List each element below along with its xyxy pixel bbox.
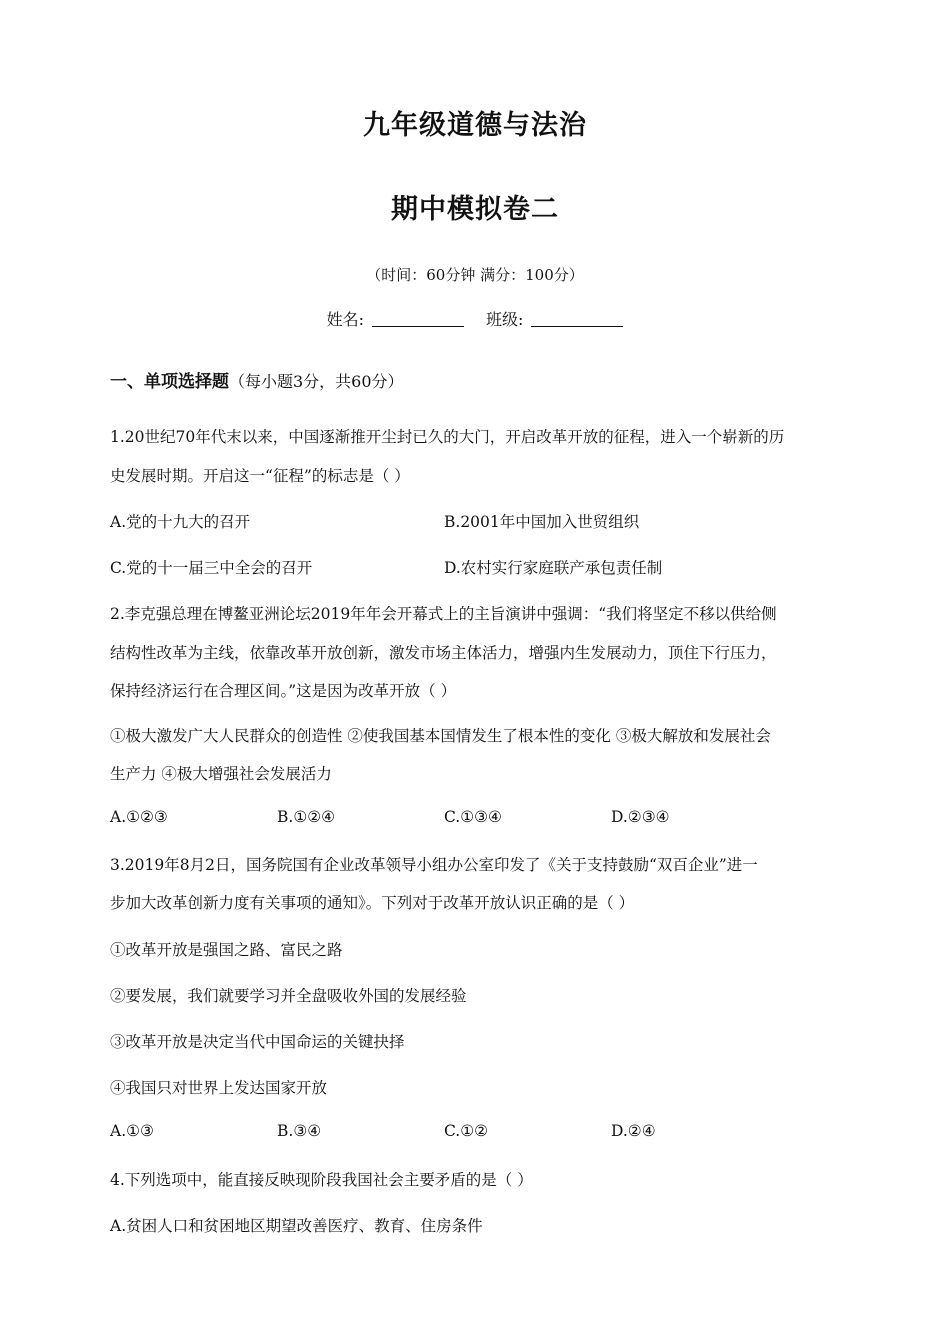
question-1-option-d: D.农村实行家庭联产承包责任制 <box>444 559 663 577</box>
question-3-line-1: 3.2019年8月2日，国务院国有企业改革领导小组办公室印发了《关于支持鼓励“双百企业”进一 <box>110 856 758 874</box>
question-1-option-b: B.2001年中国加入世贸组织 <box>444 513 640 531</box>
question-4-option-a: A.贫困人口和贫困地区期望改善医疗、教育、住房条件 <box>110 1217 483 1235</box>
document-title: 九年级道德与法治 <box>363 110 587 141</box>
question-2-option-b: B.①②④ <box>277 808 336 826</box>
question-3-option-c: C.①② <box>444 1122 489 1140</box>
question-1-option-c: C.党的十一届三中全会的召开 <box>110 559 313 577</box>
class-blank <box>531 310 623 327</box>
question-2-line-2: 结构性改革为主线，依靠改革开放创新，激发市场主体活力，增强内生发展动力，顶住下行压力， <box>110 644 777 662</box>
section-title: 一、单项选择题 <box>110 372 229 392</box>
question-3-line-2: 步加大改革创新力度有关事项的通知》。下列对于改革开放认识正确的是（ ） <box>110 894 635 912</box>
name-field <box>327 307 464 330</box>
exam-info: （时间：60分钟 满分：100分） <box>366 266 584 284</box>
section-note: （每小题3分，共60分） <box>229 372 404 391</box>
section-heading <box>110 367 404 392</box>
question-3-option-d: D.②④ <box>611 1122 656 1140</box>
question-2-statement-line-1: ①极大激发广大人民群众的创造性 ②使我国基本国情发生了根本性的变化 ③极大解放和发展社会 <box>110 727 771 745</box>
name-label: 姓名: <box>326 310 364 329</box>
question-2-option-d: D.②③④ <box>611 808 670 826</box>
question-4-line-1: 4.下列选项中，能直接反映现阶段我国社会主要矛盾的是（ ） <box>110 1171 533 1189</box>
question-3-option-b: B.③④ <box>277 1122 322 1140</box>
question-2-line-3: 保持经济运行在合理区间。”这是因为改革开放（ ） <box>110 682 457 700</box>
question-2-option-c: C.①③④ <box>444 808 502 826</box>
question-3-statement-4: ④我国只对世界上发达国家开放 <box>110 1079 328 1097</box>
question-3-option-a: A.①③ <box>110 1122 154 1140</box>
question-1-line-2: 史发展时期。开启这一“征程”的标志是（ ） <box>110 467 410 485</box>
question-3-statement-2: ②要发展，我们就要学习并全盘吸收外国的发展经验 <box>110 987 467 1005</box>
question-3-statement-1: ①改革开放是强国之路、富民之路 <box>110 941 343 959</box>
question-3-statement-3: ③改革开放是决定当代中国命运的关键抉择 <box>110 1033 405 1051</box>
class-label: 班级: <box>486 310 524 329</box>
question-1-line-1: 1.20世纪70年代末以来，中国逐渐推开尘封已久的大门，开启改革开放的征程，进入一个崭新的历 <box>110 428 785 446</box>
question-2-option-a: A.①②③ <box>110 808 168 826</box>
question-2-statement-line-2: 生产力 ④极大增强社会发展活力 <box>110 765 332 783</box>
name-blank <box>372 310 464 327</box>
question-2-line-1: 2.李克强总理在博鳌亚洲论坛2019年年会开幕式上的主旨演讲中强调：“我们将坚定不移以供给侧 <box>110 605 777 623</box>
question-1-option-a: A.党的十九大的召开 <box>110 513 251 531</box>
document-subtitle: 期中模拟卷二 <box>391 194 559 225</box>
class-field <box>486 307 623 330</box>
student-fields <box>0 307 950 330</box>
